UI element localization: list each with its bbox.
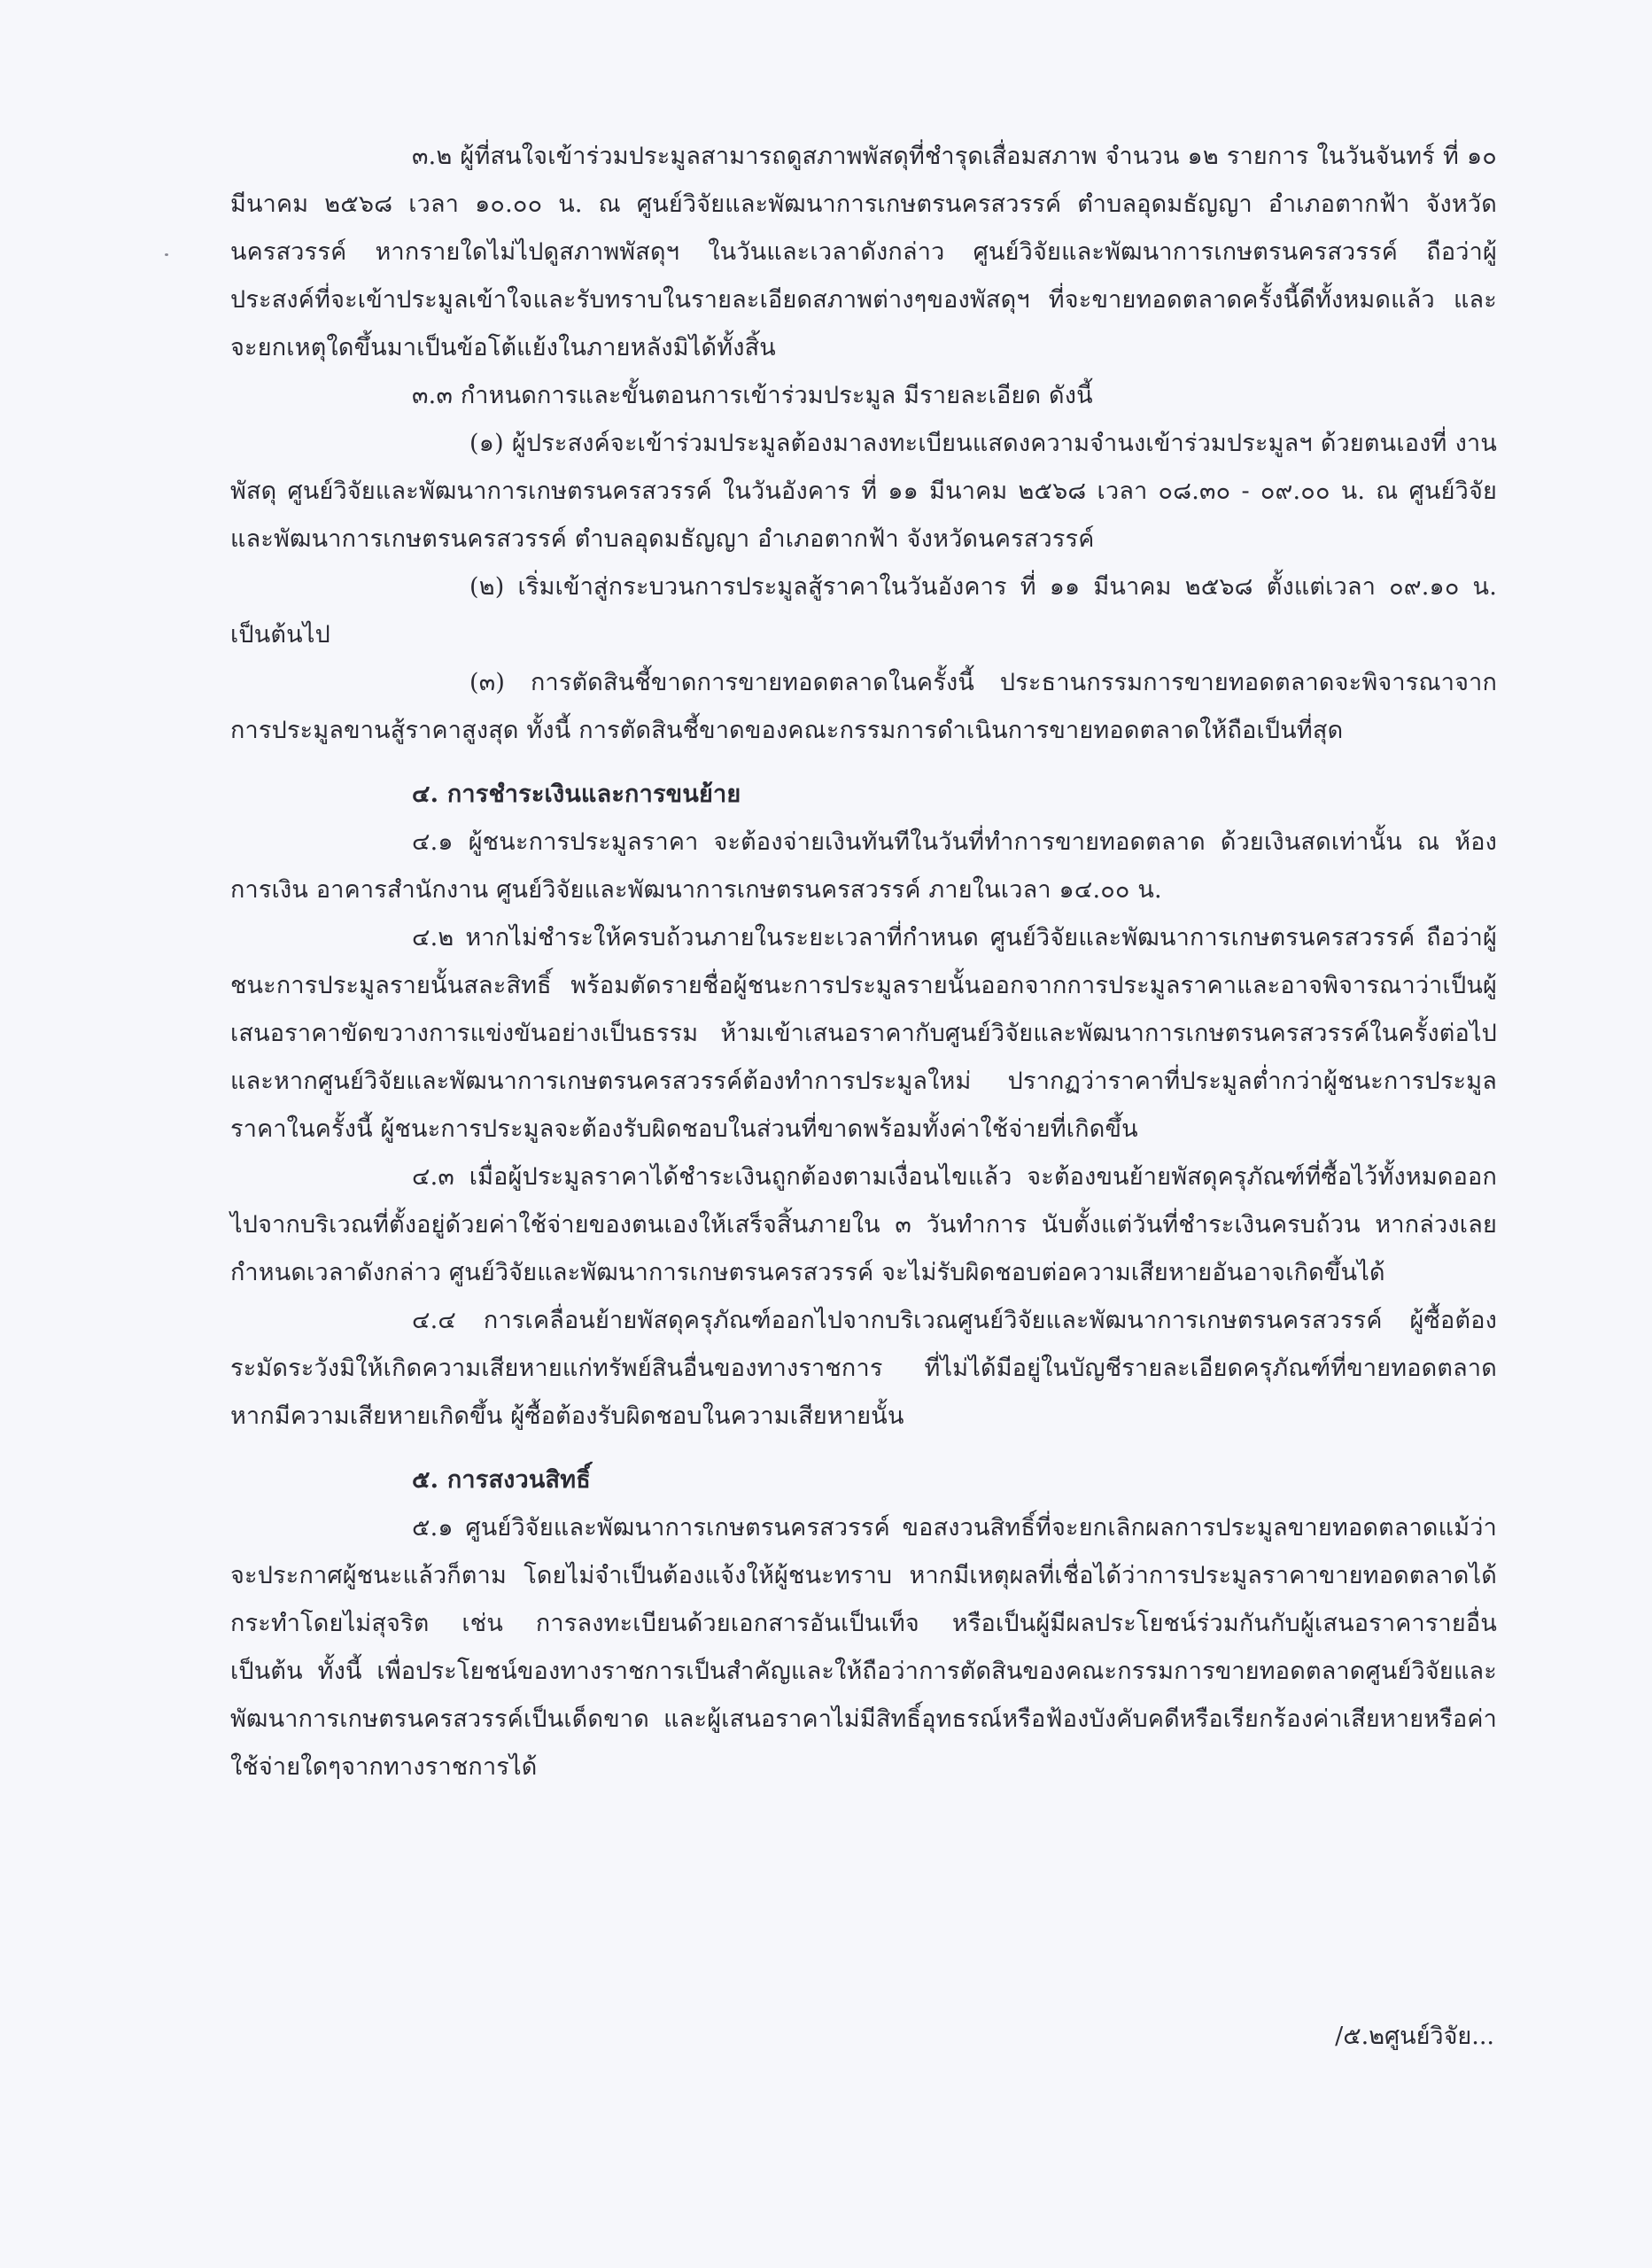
paragraph-4-1: ๔.๑ ผู้ชนะการประมูลราคา จะต้องจ่ายเงินทันทีในวันที่ทำการขายทอดตลาด ด้วยเงินสดเท่านั้น ณ ห้องการเงิน อาคารสำนักงาน ศูนย์วิจัยและพัฒนาการเกษตรนครสวรรค์ ภายในเวลา ๑๔.๐๐ น. — [230, 828, 1497, 904]
paragraph-3-3-1: (๑) ผู้ประสงค์จะเข้าร่วมประมูลต้องมาลงทะเบียนแสดงความจำนงเข้าร่วมประมูลฯ ด้วยตนเองที่ งานพัสดุ ศูนย์วิจัยและพัฒนาการเกษตรนครสวรรค์ ในวันอังคาร ที่ ๑๑ มีนาคม ๒๕๖๘ เวลา ๐๘.๓๐ - ๐๙.๐๐ น. ณ ศูนย์วิจัยและพัฒนาการเกษตรนครสวรรค์ ตำบลอุดมธัญญา อำเภอตากฟ้า จังหวัดนครสวรรค์ — [230, 430, 1497, 553]
document-body — [230, 133, 1497, 1791]
paragraph-3-2: ๓.๒ ผู้ที่สนใจเข้าร่วมประมูลสามารถดูสภาพพัสดุที่ชำรุดเสื่อมสภาพ จำนวน ๑๒ รายการ ในวันจันทร์ ที่ ๑๐ มีนาคม ๒๕๖๘ เวลา ๑๐.๐๐ น. ณ ศูนย์วิจัยและพัฒนาการเกษตรนครสวรรค์ ตำบลอุดมธัญญา อำเภอตากฟ้า จังหวัดนครสวรรค์ หากรายใดไม่ไปดูสภาพพัสดุฯ ในวันและเวลาดังกล่าว ศูนย์วิจัยและพัฒนาการเกษตรนครสวรรค์ ถือว่าผู้ประสงค์ที่จะเข้าประมูลเข้าใจและรับทราบในรายละเอียดสภาพต่างๆของพัสดุฯ ที่จะขายทอดตลาดครั้งนี้ดีทั้งหมดแล้ว และจะยกเหตุใดขึ้นมาเป็นข้อโต้แย้งในภายหลังมิได้ทั้งสิ้น — [230, 143, 1497, 361]
paragraph-4-2: ๔.๒ หากไม่ชำระให้ครบถ้วนภายในระยะเวลาที่กำหนด ศูนย์วิจัยและพัฒนาการเกษตรนครสวรรค์ ถือว่าผู้ชนะการประมูลรายนั้นสละสิทธิ์ พร้อมตัดรายชื่อผู้ชนะการประมูลรายนั้นออกจากการประมูลราคาและอาจพิจารณาว่าเป็นผู้เสนอราคาขัดขวางการแข่งขันอย่างเป็นธรรม ห้ามเข้าเสนอราคากับศูนย์วิจัยและพัฒนาการเกษตรนครสวรรค์ในครั้งต่อไป และหากศูนย์วิจัยและพัฒนาการเกษตรนครสวรรค์ต้องทำการประมูลใหม่ ปรากฏว่าราคาที่ประมูลต่ำกว่าผู้ชนะการประมูลราคาในครั้งนี้ ผู้ชนะการประมูลจะต้องรับผิดชอบในส่วนที่ขาดพร้อมทั้งค่าใช้จ่ายที่เกิดขึ้น — [230, 924, 1497, 1143]
scan-speck — [165, 253, 168, 256]
section-4-heading: ๔. การชำระเงินและการขนย้าย — [412, 781, 741, 808]
section-5-heading: ๕. การสงวนสิทธิ์ — [412, 1466, 591, 1494]
paragraph-3-3-2: (๒) เริ่มเข้าสู่กระบวนการประมูลสู้ราคาในวันอังคาร ที่ ๑๑ มีนาคม ๒๕๖๘ ตั้งแต่เวลา ๐๙.๑๐ น. เป็นต้นไป — [230, 573, 1497, 649]
paragraph-5-1: ๕.๑ ศูนย์วิจัยและพัฒนาการเกษตรนครสวรรค์ ขอสงวนสิทธิ์ที่จะยกเลิกผลการประมูลขายทอดตลาดแม้ว่าจะประกาศผู้ชนะแล้วก็ตาม โดยไม่จำเป็นต้องแจ้งให้ผู้ชนะทราบ หากมีเหตุผลที่เชื่อได้ว่าการประมูลราคาขายทอดตลาดได้กระทำโดยไม่สุจริต เช่น การลงทะเบียนด้วยเอกสารอันเป็นเท็จ หรือเป็นผู้มีผลประโยชน์ร่วมกันกับผู้เสนอราคารายอื่น เป็นต้น ทั้งนี้ เพื่อประโยชน์ของทางราชการเป็นสำคัญและให้ถือว่าการตัดสินของคณะกรรมการขายทอดตลาดศูนย์วิจัยและพัฒนาการเกษตรนครสวรรค์เป็นเด็ดขาด และผู้เสนอราคาไม่มีสิทธิ์อุทธรณ์หรือฟ้องบังคับคดีหรือเรียกร้องค่าเสียหายหรือค่าใช้จ่ายใดๆจากทางราชการได้ — [230, 1514, 1497, 1781]
page-continuation-footer: /๕.๒ศูนย์วิจัย... — [1335, 2023, 1494, 2050]
paragraph-3-3: ๓.๓ กำหนดการและขั้นตอนการเข้าร่วมประมูล มีรายละเอียด ดังนี้ — [412, 382, 1093, 409]
paragraph-4-3: ๔.๓ เมื่อผู้ประมูลราคาได้ชำระเงินถูกต้องตามเงื่อนไขแล้ว จะต้องขนย้ายพัสดุครุภัณฑ์ที่ซื้อไว้ทั้งหมดออกไปจากบริเวณที่ตั้งอยู่ด้วยค่าใช้จ่ายของตนเองให้เสร็จสิ้นภายใน ๓ วันทำการ นับตั้งแต่วันที่ชำระเงินครบถ้วน หากล่วงเลยกำหนดเวลาดังกล่าว ศูนย์วิจัยและพัฒนาการเกษตรนครสวรรค์ จะไม่รับผิดชอบต่อความเสียหายอันอาจเกิดขึ้นได้ — [230, 1163, 1497, 1286]
paragraph-3-3-3: (๓) การตัดสินชี้ขาดการขายทอดตลาดในครั้งนี้ ประธานกรรมการขายทอดตลาดจะพิจารณาจากการประมูลขานสู้ราคาสูงสุด ทั้งนี้ การตัดสินชี้ขาดของคณะกรรมการดำเนินการขายทอดตลาดให้ถือเป็นที่สุด — [230, 669, 1497, 744]
paragraph-4-4: ๔.๔ การเคลื่อนย้ายพัสดุครุภัณฑ์ออกไปจากบริเวณศูนย์วิจัยและพัฒนาการเกษตรนครสวรรค์ ผู้ซื้อต้องระมัดระวังมิให้เกิดความเสียหายแก่ทรัพย์สินอื่นของทางราชการ ที่ไม่ได้มีอยู่ในบัญชีรายละเอียดครุภัณฑ์ที่ขายทอดตลาด หากมีความเสียหายเกิดขึ้น ผู้ซื้อต้องรับผิดชอบในความเสียหายนั้น — [230, 1307, 1497, 1430]
